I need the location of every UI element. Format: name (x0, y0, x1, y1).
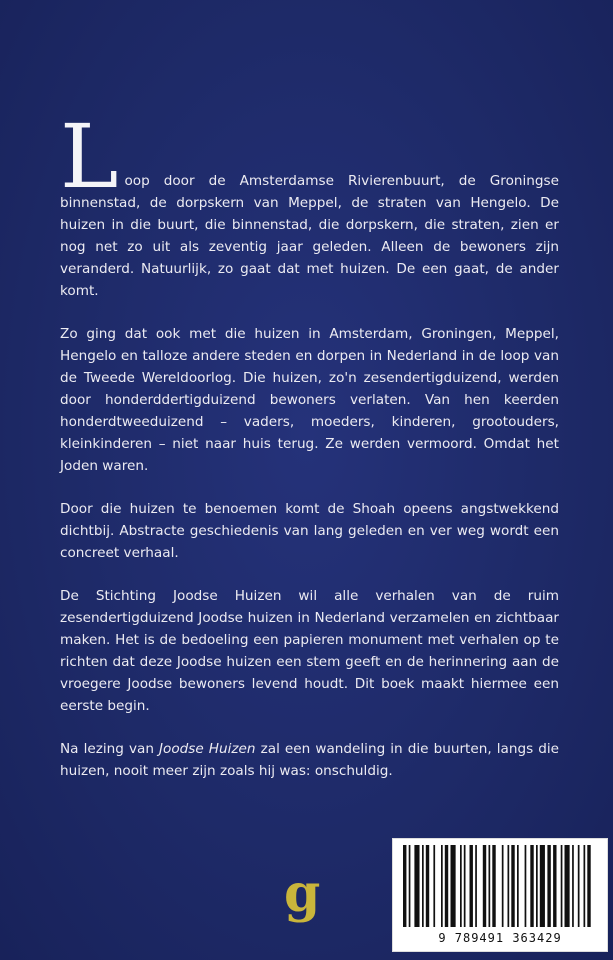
book-title: Joodse Huizen (159, 741, 256, 757)
barcode-bar (470, 845, 473, 927)
barcode-bar (502, 845, 504, 927)
barcode-bar (584, 845, 586, 927)
barcode-bar (530, 845, 533, 927)
barcode-bar (517, 845, 519, 927)
barcode-bar (525, 845, 527, 927)
barcode-bar (587, 845, 590, 927)
barcode-bar (445, 845, 448, 927)
barcode-bar (572, 845, 574, 927)
barcode-bar (483, 845, 486, 927)
barcode-bar (578, 845, 580, 927)
barcode-bar (464, 845, 466, 927)
isbn-number: 9 789491 363429 (438, 931, 562, 945)
barcode-bar (547, 845, 550, 927)
paragraph-5 (60, 738, 559, 782)
barcode-bar (426, 845, 429, 927)
paragraph-1 (60, 105, 559, 302)
barcode-bar (451, 845, 456, 927)
barcode-bar (536, 845, 538, 927)
barcode-bar (508, 845, 510, 927)
paragraph-5-before: Na lezing van (60, 741, 160, 757)
barcode-bar (511, 845, 514, 927)
barcode-bar (553, 845, 556, 927)
barcode-bar (565, 845, 570, 927)
paragraph-3: Door die huizen te benoemen komt de Shoah opeens angstwekkend dichtbij. Abstracte geschiedenis van lang geleden en ver weg wordt een concreet verhaal. (60, 501, 559, 561)
paragraph-2: Zo ging dat ook met die huizen in Amsterdam, Groningen, Meppel, Hengelo en talloze andere steden en dorpen in Nederland in de loop van de Tweede Wereldoorlog. Die huizen, zo'n zesendertigduizend, werden door honderddertigduizend bewoners verlaten. Van hen keerden honderdtweeduizend – vaders, moeders, kinderen, grootouders, kleinkinderen – niet naar huis terug. Ze werden vermoord. Omdat het Joden waren. (60, 326, 559, 474)
barcode (392, 838, 608, 952)
barcode-bar (403, 845, 406, 927)
barcode-bar (561, 845, 563, 927)
paragraph-1-text: oop door de Amsterdamse Rivierenbuurt, de Groningse binnenstad, de dorpskern van Meppel, de straten van Hengelo. De huizen in die buurt, die binnenstad, die dorpskern, die straten, zien er nog net zo uit als zeventig jaar geleden. Alleen de bewoners zijn veranderd. Natuurlijk, zo gaat dat met huizen. De een gaat, de ander komt. (60, 173, 559, 299)
dropcap-letter: L (60, 105, 119, 208)
barcode-bar (475, 845, 477, 927)
barcode-bar (492, 845, 495, 927)
barcode-bar (460, 845, 462, 927)
barcode-bar (409, 845, 411, 927)
barcode-bar (414, 845, 419, 927)
barcode-bar (433, 845, 435, 927)
blurb-text (60, 105, 560, 803)
barcode-bar (540, 845, 545, 927)
barcode-bar (489, 845, 491, 927)
barcode-bar (422, 845, 424, 927)
barcode-bar (441, 845, 443, 927)
paragraph-5-after: zal een wandeling in die buurten, langs die huizen, nooit meer zijn zoals hij was: onschuldig. (60, 741, 560, 779)
paragraph-4: De Stichting Joodse Huizen wil alle verhalen van de ruim zesendertigduizend Joodse huizen in Nederland verzamelen en zichtbaar maken. Het is de bedoeling een papieren monument met verhalen op te richten dat deze Joodse huizen een stem geeft en de herinnering aan de vroegere Joodse bewoners levend houdt. Dit boek maakt hiermee een eerste begin. (60, 588, 559, 714)
barcode-bars (399, 845, 601, 929)
publisher-logo: g (284, 863, 321, 924)
